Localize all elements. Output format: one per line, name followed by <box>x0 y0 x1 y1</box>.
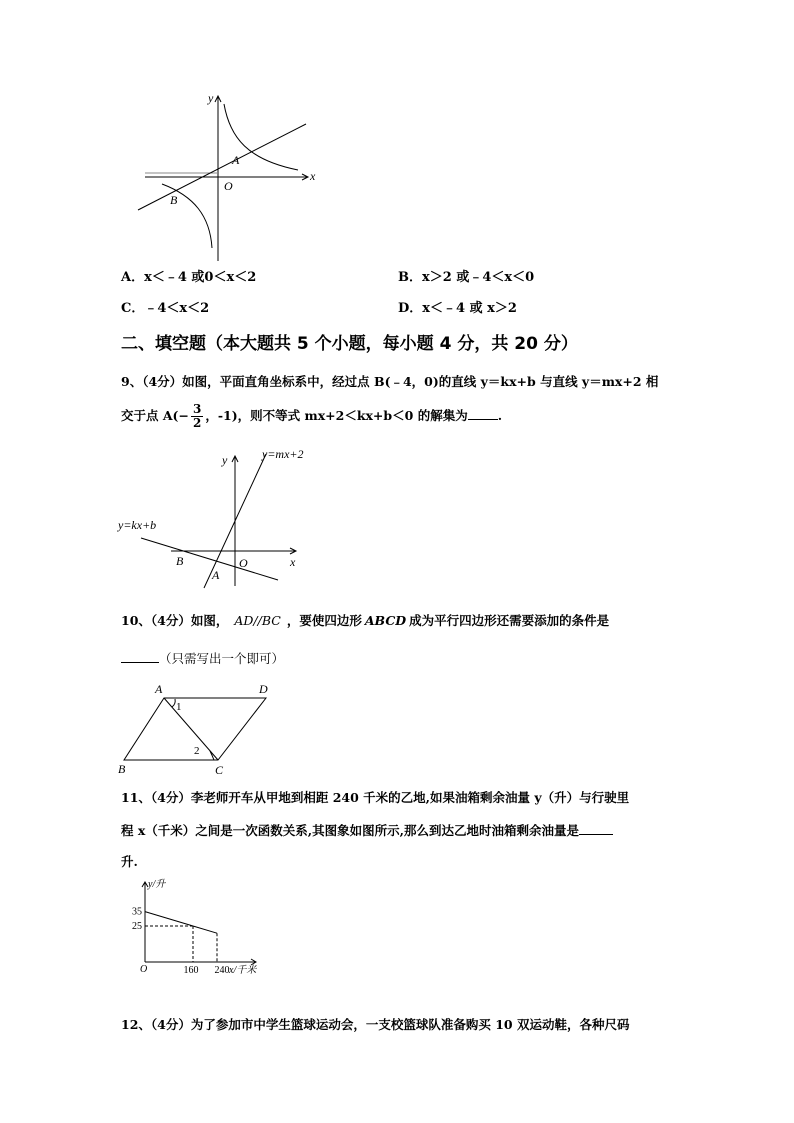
angle-1-arc <box>172 699 175 707</box>
q9-line2-post: ，-1)，则不等式 mx+2＜kx+b＜0 的解集为 <box>205 408 468 423</box>
parallel-condition: AD//BC <box>234 613 281 628</box>
q11-line1: 11、（4分）李老师开车从甲地到相距 240 千米的乙地,如果油箱剩余油量 y（升）与行驶里 <box>121 790 630 805</box>
fuel-series-extension <box>193 926 217 933</box>
angle-1-label: 1 <box>176 701 182 713</box>
answer-blank <box>468 407 498 420</box>
q10-line1-pre: 10、（4分）如图， <box>121 613 229 628</box>
answer-blank <box>121 650 159 663</box>
origin-label: O <box>239 556 248 570</box>
option-letter: A． <box>121 270 145 285</box>
point-a-label: A <box>232 153 240 167</box>
q10-line2 <box>121 650 284 668</box>
quadrilateral-name: ABCD <box>364 613 407 628</box>
answer-blank <box>579 822 613 835</box>
fuel-series-line <box>145 912 193 926</box>
q11-fuel-chart <box>128 876 268 976</box>
q11-line2-text: 程 x（千米）之间是一次函数关系,其图象如图所示,那么到达乙地时油箱剩余油量是 <box>121 823 580 838</box>
y-tick-label-25: 25 <box>132 921 142 932</box>
section-heading: 二、填空题（本大题共 5 个小题，每小题 4 分，共 20 分） <box>121 334 578 354</box>
q10-line1-mid: ，要使四边形 <box>286 613 362 628</box>
q10-line1 <box>121 612 609 630</box>
option-letter: B． <box>398 270 422 285</box>
x-tick-label-240: 240 <box>214 965 230 976</box>
vertex-d-label: D <box>259 682 268 696</box>
q9-line1: 9、（4分）如图，平面直角坐标系中，经过点 B(﹣4，0)的直线 y＝kx+b 与直线 y＝mx+2 相 <box>121 374 659 389</box>
option-text: x＜﹣4 或0＜x＜2 <box>144 270 257 285</box>
option-letter: D． <box>398 301 423 316</box>
vertex-c-label: C <box>215 763 224 777</box>
diagonal-ac <box>164 698 218 760</box>
q9-line2 <box>121 402 502 430</box>
q9-line2-end: . <box>497 408 503 423</box>
line-kx-plus-b <box>141 538 278 580</box>
point-b-label: B <box>176 554 184 568</box>
q9-line2-pre: 交于点 A(− <box>121 408 189 423</box>
line-kx-label: y=kx+b <box>118 518 157 532</box>
option-text: x＞2 或﹣4＜x＜0 <box>422 270 535 285</box>
origin-label: O <box>224 179 233 193</box>
option-text: ﹣4＜x＜2 <box>144 301 210 316</box>
q9-graph <box>116 446 316 596</box>
x-axis-title: x/千米 <box>229 965 257 976</box>
q8-option-c <box>121 300 209 318</box>
option-letter: C． <box>121 301 145 316</box>
q10-line2-text: （只需写出一个即可） <box>159 651 285 666</box>
q12-line1: 12、（4分）为了参加市中学生篮球运动会，一支校篮球队准备购买 10 双运动鞋，各种尺码 <box>121 1017 630 1032</box>
origin-label: O <box>140 964 148 975</box>
option-text: x＜﹣4 或 x＞2 <box>422 301 517 316</box>
q11-line2 <box>121 822 613 840</box>
q8-graph <box>130 88 330 266</box>
point-b-label: B <box>170 193 178 207</box>
linear-function-line <box>138 124 306 210</box>
q8-option-b <box>398 269 534 287</box>
x-tick-label-160: 160 <box>183 965 199 976</box>
y-axis-title: y/升 <box>148 879 166 890</box>
q8-option-d <box>398 300 517 318</box>
angle-2-label: 2 <box>194 745 200 757</box>
q11-line3: 升. <box>121 854 138 869</box>
vertex-a-label: A <box>155 682 163 696</box>
y-tick-label-35: 35 <box>132 906 142 918</box>
y-axis-label: y <box>208 91 214 105</box>
point-a-label: A <box>212 568 220 582</box>
fraction-numerator: 3 <box>192 402 202 416</box>
fraction-denominator: 2 <box>192 416 202 430</box>
q8-option-a <box>121 269 256 287</box>
vertex-b-label: B <box>118 762 126 776</box>
q10-line1-post: 成为平行四边形还需要添加的条件是 <box>409 613 610 628</box>
x-axis-label: x <box>290 555 296 569</box>
y-axis-label: y <box>222 453 228 467</box>
x-axis-label: x <box>310 169 316 183</box>
fraction <box>191 403 203 430</box>
line-mx-label: y=mx+2 <box>262 447 304 461</box>
q10-parallelogram-figure <box>114 680 284 778</box>
